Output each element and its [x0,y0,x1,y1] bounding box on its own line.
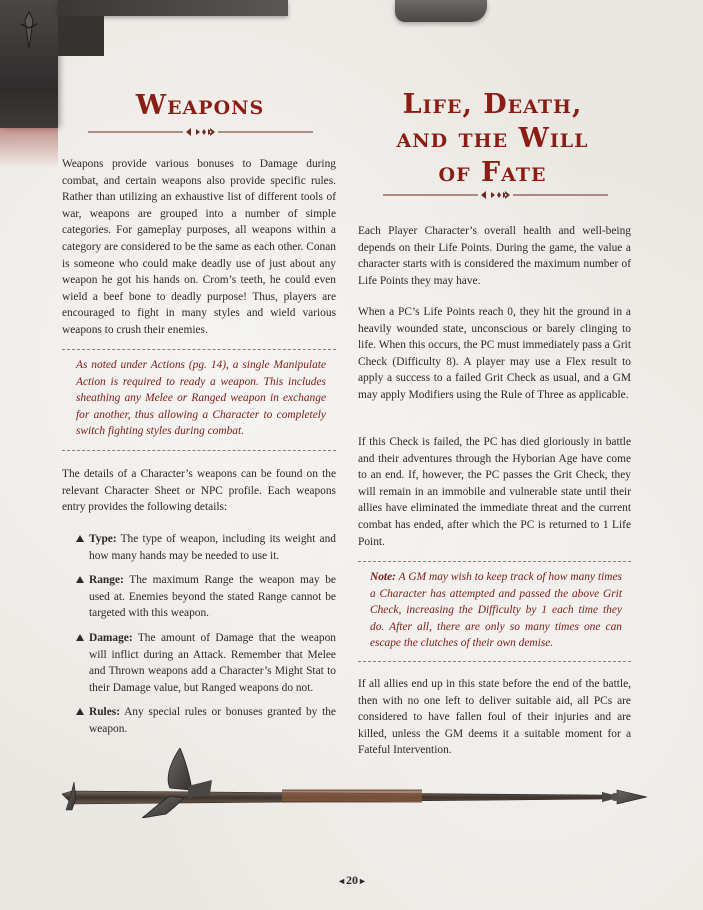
right-arrow-icon: ► [358,876,367,886]
life-points-p3: If this Check is failed, the PC has died gloriously in battle and their adventures through the Hyborian Age have come to an end. If, however, the PC passes the Grit Check, they will remain in an immobile and vulnerable state until their allies have eliminated the immediate threat and the current combat has ended, after which the PC is returned to 1 Life Point. [358,436,631,548]
weapons-note: As noted under Actions (pg. 14), a single Manipulate Action is required to ready a weapon. This includes sheathing any Melee or Ranged weapon in exchange for another, thus allowing a Character to completely switch fighting styles during combat. [76,359,326,438]
right-note-bottom-dash [358,661,631,662]
top-stone-bar [58,0,288,16]
note-top-dash [62,349,336,350]
note-bottom-dash [62,450,336,451]
bullet-damage: Damage: The amount of Damage that the weapon will inflict during an Attack. Remember that Melee and Thrown weapons add a Character’s Might Stat to their Damage value, but Ranged weapons do not. [76,630,336,696]
corner-ornament [0,0,58,128]
weapons-details: The details of a Character’s weapons can be found on the relevant Character Sheet or NPC profile. Each weapons entry provides the following details: [62,468,336,514]
triangle-bullet-icon [76,576,84,583]
triangle-bullet-icon [76,708,84,715]
page-number: ◄20► [337,873,367,887]
life-points-p2: When a PC’s Life Points reach 0, they hit the ground in a heavily wounded state, unconscious or barely clinging to life. When this occurs, the PC must immediately pass a Grit Check (Difficulty 8). A player may use a Flex result to apply a success to a failed Grit Check as usual, and a GM may apply Modifiers using the Rule of Three as applicable. [358,306,631,401]
bullet-rules: Rules: Any special rules or bonuses granted by the weapon. [76,704,336,737]
life-heading-divider [383,189,608,201]
grit-note: Note: A GM may wish to keep track of how many times a Character has attempted and passed the above Grit Check, increasing the Difficulty by 1 each time they do. After all, there are only so many times one can escape the clutches of their own demise. [370,571,622,650]
top-right-stone [395,0,487,22]
weapons-intro: Weapons provide various bonuses to Damage during combat, and certain weapons also provide specific rules. Rather than utilizing an exhaustive list of different tools of war, weapons are grouped into a number of simple categories. For gameplay purposes, all weapons within a category are considered to be the same as each other. Conan is someone who could make deadly use of just about any weapon he got his hands on. Crom’s teeth, he could even wield a beef bone to deadly purpose! Thus, players are encouraged to fight in many styles and wield various weapons to crush their enemies. [62,158,336,336]
life-points-p4: If all allies end up in this state before the end of the battle, then with no one left to deliver suitable aid, all PCs are considered to have fallen foul of their injuries and are killed, unless the GM deems it a suitable moment for a Fateful Intervention. [358,678,631,757]
left-arrow-icon: ◄ [337,876,346,886]
bullet-range: Range: The maximum Range the weapon may be used at. Enemies beyond the stated Range cannot be targeted with this weapon. [76,572,336,622]
stone-notch [58,16,104,56]
triangle-bullet-icon [76,535,84,542]
weapons-heading: Weapons [135,90,265,121]
life-death-heading: Life, Death, and the Will of Fate [396,89,589,188]
weapons-bullet-list [76,531,336,746]
halberd-illustration [62,748,662,818]
bullet-type: Type: The type of weapon, including its weight and how many hands may be needed to use it. [76,531,336,564]
skull-glyph-icon [18,10,40,50]
life-points-p1: Each Player Character’s overall health and well-being depends on their Life Points. During the game, the value a character starts with is considered the maximum number of Life Points they may have. [358,225,631,287]
weapons-heading-divider [88,126,313,138]
right-note-top-dash [358,561,631,562]
triangle-bullet-icon [76,634,84,641]
